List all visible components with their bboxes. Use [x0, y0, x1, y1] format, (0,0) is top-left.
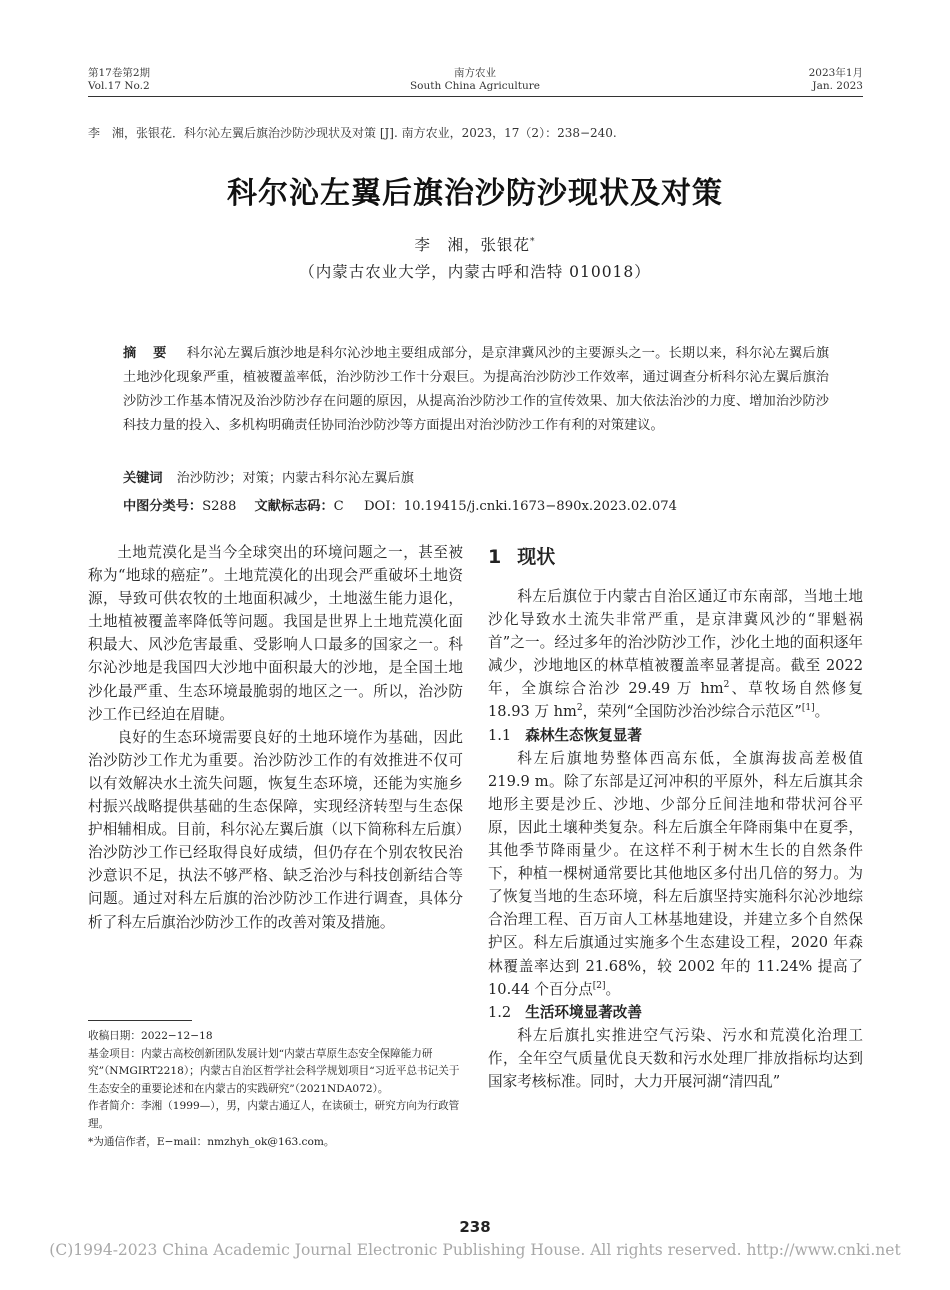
- section-1-2-paragraph: 科左后旗扎实推进空气污染、污水和荒漠化治理工作，全年空气质量优良天数和污水处理厂排放指标均达到国家考核标准。同时，大力开展河湖“清四乱”: [488, 1026, 863, 1090]
- right-column: [488, 541, 863, 1093]
- section-1-1-heading: [488, 724, 863, 747]
- section-1-heading: [488, 541, 863, 573]
- doc-code-label: 文献标志码：: [254, 499, 334, 514]
- classification-line: [123, 495, 677, 514]
- keywords: [123, 467, 414, 486]
- intro-paragraph-2: 良好的生态环境需要良好的土地环境作为基础，因此治沙防沙工作尤为重要。治沙防沙工作的有效推进不仅可以有效解决水土流失问题，恢复生态环境，还能为实施乡村振兴战略提供基础的生态保障，实现经济转型与生态保护相辅相成。目前，科尔沁左翼后旗（以下简称科左后旗）治沙防沙工作已经取得良好成绩，但仍存在个别农牧民治沙意识不足，执法不够严格、缺乏治沙与科技创新结合等问题。通过对科左后旗的治沙防沙工作进行调查，具体分析了科左后旗治沙防沙工作的改善对策及措施。: [88, 728, 463, 931]
- clc-label: 中图分类号：: [123, 499, 203, 514]
- running-header-center: [0, 67, 950, 93]
- author-line: [0, 233, 950, 255]
- intro-paragraph-1: 土地荒漠化是当今全球突出的环境问题之一，甚至被称为“地球的癌症”。土地荒漠化的出现会严重破坏土地资源，导致可供农牧的土地面积减少，土地滋生能力退化，土地植被覆盖率降低等问题。我国是世界上土地荒漠化面积最大、风沙危害最重、受影响人口最多的国家之一。科尔沁沙地是我国四大沙地中面积最大的沙地，是全国土地沙化最严重、生态环境最脆弱的地区之一。所以，治沙防沙工作已经迫在眉睫。: [88, 544, 463, 723]
- keywords-text: 治沙防沙；对策；内蒙古科尔沁左翼后旗: [176, 471, 414, 486]
- section-1-paragraph: 科左后旗位于内蒙古自治区通辽市东南部，当地土地沙化导致水土流失非常严重，是京津冀风沙的“罪魁祸首”之一。经过多年的治沙防沙工作，沙化土地的面积逐年减少，沙地地区的林草植被覆盖率显著提高。截至 2022 年，全旗综合治沙 29.49 万 $hm^2$、草牧场自然修复 18.93 万 $hm^2$，荣列“全国防沙治沙综合示范区”[1]。: [488, 588, 863, 721]
- clc-value: S288: [202, 499, 237, 514]
- section-1-2-heading: [488, 1001, 863, 1024]
- left-column: [88, 541, 463, 934]
- fund-info: 基金项目：内蒙古高校创新团队发展计划“内蒙古草原生态安全保障能力研究”（NMGIRT2218）；内蒙古自治区哲学社会科学规划项目“习近平总书记关于生态安全的重要论述和在内蒙古的实践研究”（2021NDA072）。: [88, 1047, 460, 1095]
- section-1-1-title: 森林生态恢复显著: [525, 726, 642, 744]
- section-1-number: 1: [488, 546, 502, 568]
- corresponding-author: *为通信作者，E−mail：nmzhyh_ok@163.com。: [88, 1135, 335, 1148]
- abstract-label: 摘 要: [123, 346, 173, 361]
- corresponding-mark: *: [530, 236, 536, 247]
- reference-1: [1]: [801, 703, 815, 714]
- issue-date-en: Jan. 2023: [812, 80, 863, 92]
- journal-name-cn: 南方农业: [454, 67, 496, 79]
- section-1-1-paragraph: 科左后旗地势整体西高东低，全旗海拔高差极值 219.9 m。除了东部是辽河冲积的平原外，科左后旗其余地形主要是沙丘、沙地、少部分丘间洼地和带状河谷平原，因此土壤种类复杂。科左后旗全年降雨集中在夏季，其他季节降雨量少。在这样不利于树木生长的自然条件下，种植一棵树通常要比其他地区多付出几倍的努力。为了恢复当地的生态环境，科左后旗坚持实施科尔沁沙地综合治理工程、百万亩人工林基地建设，并建立多个自然保护区。科左后旗通过实施多个生态建设工程，2020 年森林覆盖率达到 21.68%，较 2002 年的 11.24% 提高了 10.44 个百分点[2]。: [488, 749, 863, 998]
- footnote-rule: [88, 1020, 192, 1021]
- citation-line: 李 湘，张银花．科尔沁左翼后旗治沙防沙现状及对策 [J]. 南方农业，2023，17（2）：238−240.: [88, 126, 617, 140]
- doi-value: 10.19415/j.cnki.1673−890x.2023.02.074: [403, 499, 678, 514]
- footnotes: [88, 1028, 463, 1151]
- section-1-2-number: 1.2: [488, 1003, 512, 1021]
- journal-name-en: South China Agriculture: [409, 80, 540, 92]
- abstract: [123, 342, 829, 438]
- volume-issue-cn: 第17卷第2期: [88, 67, 151, 79]
- affiliation: （内蒙古农业大学，内蒙古呼和浩特 010018）: [299, 263, 651, 281]
- reference-2: [2]: [592, 980, 606, 991]
- issue-date-cn: 2023年1月: [808, 67, 863, 79]
- running-header-right: [809, 67, 863, 93]
- doc-code-value: C: [333, 499, 344, 514]
- header-rule: [88, 96, 863, 97]
- author-names: 李 湘，张银花: [414, 236, 530, 254]
- abstract-text: 科尔沁左翼后旗沙地是科尔沁沙地主要组成部分，是京津冀风沙的主要源头之一。长期以来，科尔沁左翼后旗土地沙化现象严重，植被覆盖率低，治沙防沙工作十分艰巨。为提高治沙防沙工作效率，通过调查分析科尔沁左翼后旗治沙防沙工作基本情况及治沙防沙存在问题的原因，从提高治沙防沙工作的宣传效果、加大依法治沙的力度、增加治沙防沙科技力量的投入、多机构明确责任协同治沙防沙等方面提出对治沙防沙工作有利的对策建议。: [123, 346, 830, 433]
- keywords-label: 关键词: [123, 471, 163, 486]
- page-number: 238: [459, 1218, 491, 1236]
- doi-label: DOI：: [363, 499, 404, 514]
- section-1-1-number: 1.1: [488, 726, 512, 744]
- author-bio: 作者简介：李湘（1999—），男，内蒙古通辽人，在读硕士，研究方向为行政管理。: [88, 1100, 460, 1130]
- received-date: 收稿日期：2022−12−18: [88, 1030, 213, 1042]
- article-title: 科尔沁左翼后旗治沙防沙现状及对策: [227, 176, 723, 211]
- volume-issue-en: Vol.17 No.2: [88, 80, 150, 92]
- section-1-title: 现状: [517, 546, 556, 568]
- section-1-2-title: 生活环境显著改善: [525, 1003, 642, 1021]
- copyright-watermark: (C)1994-2023 China Academic Journal Electronic Publishing House. All rights reserved. http://www.cnki.net: [49, 1241, 901, 1259]
